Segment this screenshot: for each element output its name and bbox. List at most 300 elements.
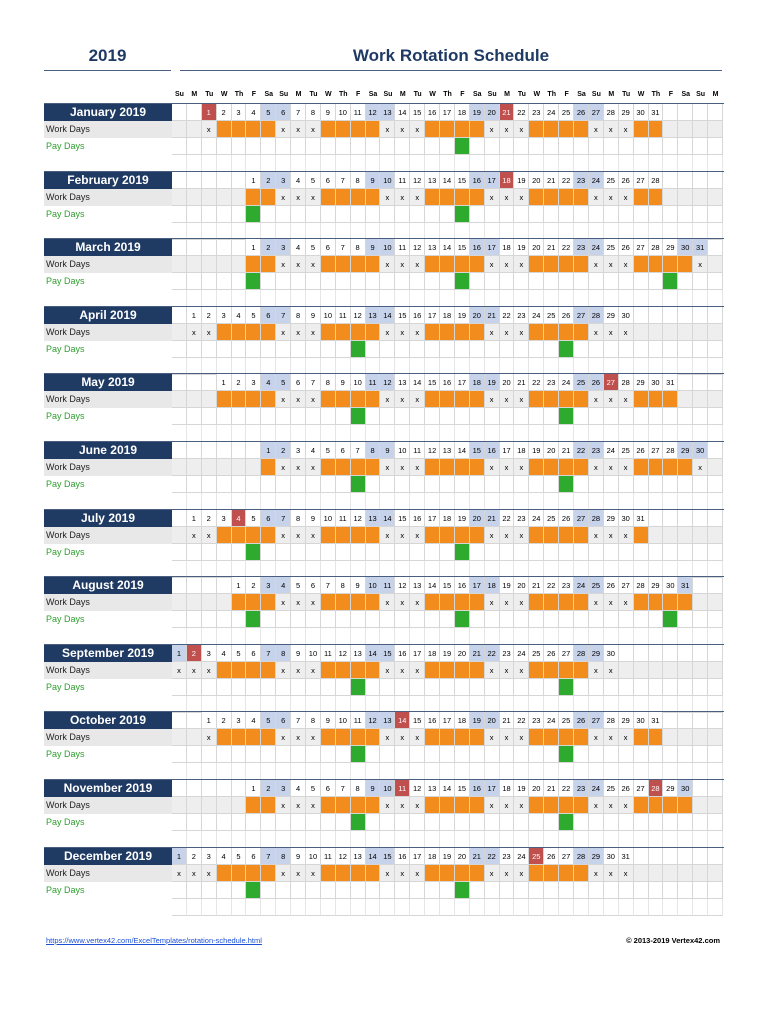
empty-cell[interactable] [708,341,723,358]
work-cell[interactable]: x [291,527,306,544]
work-cell[interactable]: x [514,256,529,273]
pay-cell[interactable] [559,611,574,628]
date-cell[interactable]: 16 [470,239,485,256]
work-cell[interactable]: x [514,189,529,206]
date-cell[interactable]: 25 [589,577,604,594]
date-cell[interactable]: 24 [514,645,529,662]
date-cell[interactable]: 21 [559,442,574,459]
empty-cell[interactable] [455,493,470,510]
pay-cell[interactable] [306,476,321,493]
date-cell[interactable]: 10 [351,374,366,391]
work-cell[interactable] [351,256,366,273]
date-cell[interactable] [187,577,202,594]
work-cell[interactable] [574,189,589,206]
empty-cell[interactable] [366,561,381,578]
empty-cell[interactable] [440,223,455,240]
work-cell[interactable] [321,797,336,814]
date-cell[interactable]: 13 [351,645,366,662]
empty-cell[interactable] [470,290,485,307]
date-cell[interactable]: 13 [366,307,381,324]
date-cell[interactable] [649,510,664,527]
pay-cell[interactable] [589,138,604,155]
work-cell[interactable] [529,459,544,476]
empty-cell[interactable] [455,899,470,916]
pay-cell[interactable] [470,206,485,223]
date-cell[interactable]: 23 [500,848,515,865]
work-cell[interactable] [529,189,544,206]
empty-cell[interactable] [202,290,217,307]
date-cell[interactable] [693,645,708,662]
work-cell[interactable]: x [500,594,515,611]
work-cell[interactable] [217,121,232,138]
pay-cell[interactable] [232,882,247,899]
work-cell[interactable] [634,391,649,408]
work-cell[interactable]: x [604,729,619,746]
date-cell[interactable]: 19 [514,780,529,797]
date-cell[interactable]: 31 [663,374,678,391]
empty-cell[interactable] [232,696,247,713]
date-cell[interactable]: 17 [440,104,455,121]
pay-cell[interactable] [634,814,649,831]
empty-cell[interactable] [187,358,202,375]
work-cell[interactable] [574,865,589,882]
empty-cell[interactable] [232,476,247,493]
work-cell[interactable] [455,121,470,138]
empty-cell[interactable] [202,696,217,713]
empty-cell[interactable] [678,189,693,206]
date-cell[interactable]: 11 [321,645,336,662]
empty-cell[interactable] [634,425,649,442]
empty-cell[interactable] [663,899,678,916]
empty-cell[interactable] [187,493,202,510]
work-cell[interactable] [336,797,351,814]
date-cell[interactable]: 7 [261,645,276,662]
date-cell[interactable]: 28 [649,172,664,189]
empty-cell[interactable] [246,290,261,307]
empty-cell[interactable] [663,223,678,240]
date-cell[interactable]: 19 [470,712,485,729]
empty-cell[interactable] [232,763,247,780]
empty-cell[interactable] [351,493,366,510]
work-cell[interactable] [559,459,574,476]
empty-cell[interactable] [440,425,455,442]
work-cell[interactable] [232,729,247,746]
empty-cell[interactable] [663,544,678,561]
date-cell[interactable] [202,172,217,189]
date-cell[interactable] [693,577,708,594]
pay-cell[interactable] [380,544,395,561]
work-cell[interactable] [470,391,485,408]
date-cell[interactable]: 1 [187,510,202,527]
date-cell[interactable]: 20 [529,239,544,256]
empty-cell[interactable] [604,763,619,780]
pay-cell[interactable] [559,341,574,358]
date-cell[interactable]: 15 [410,104,425,121]
work-cell[interactable] [470,729,485,746]
pay-cell[interactable] [529,273,544,290]
pay-cell[interactable] [410,746,425,763]
date-cell[interactable]: 21 [529,577,544,594]
empty-cell[interactable] [217,290,232,307]
work-cell[interactable] [366,324,381,341]
pay-cell[interactable] [485,882,500,899]
empty-cell[interactable] [470,831,485,848]
work-cell[interactable]: x [395,189,410,206]
pay-cell[interactable] [306,138,321,155]
empty-cell[interactable] [291,425,306,442]
empty-cell[interactable] [514,358,529,375]
date-cell[interactable]: 1 [246,172,261,189]
empty-cell[interactable] [321,155,336,172]
empty-cell[interactable] [708,797,723,814]
date-cell[interactable]: 20 [485,104,500,121]
date-cell[interactable]: 11 [321,848,336,865]
work-cell[interactable]: x [410,324,425,341]
pay-cell[interactable] [529,679,544,696]
date-cell[interactable]: 23 [514,307,529,324]
empty-cell[interactable] [246,493,261,510]
pay-cell[interactable] [425,273,440,290]
date-cell[interactable]: 6 [321,172,336,189]
work-cell[interactable]: x [306,391,321,408]
pay-cell[interactable] [455,746,470,763]
empty-cell[interactable] [678,696,693,713]
date-cell[interactable]: 12 [425,442,440,459]
work-cell[interactable]: x [500,189,515,206]
work-cell[interactable]: x [380,865,395,882]
pay-cell[interactable] [455,408,470,425]
pay-cell[interactable] [589,476,604,493]
empty-cell[interactable] [291,223,306,240]
pay-cell[interactable] [410,408,425,425]
work-cell[interactable]: x [514,459,529,476]
work-cell[interactable] [425,729,440,746]
work-cell[interactable] [246,797,261,814]
empty-cell[interactable] [693,341,708,358]
date-cell[interactable]: 29 [619,104,634,121]
date-cell[interactable]: 2 [261,239,276,256]
empty-cell[interactable] [678,882,693,899]
work-cell[interactable]: x [291,729,306,746]
pay-cell[interactable] [440,476,455,493]
date-cell[interactable]: 25 [559,712,574,729]
empty-cell[interactable] [321,899,336,916]
work-cell[interactable] [649,594,664,611]
work-cell[interactable]: x [619,729,634,746]
date-cell[interactable] [202,780,217,797]
date-cell[interactable] [678,104,693,121]
date-cell[interactable] [187,172,202,189]
date-cell[interactable]: 7 [291,104,306,121]
empty-cell[interactable] [485,763,500,780]
date-cell[interactable]: 25 [544,510,559,527]
empty-cell[interactable] [619,763,634,780]
empty-cell[interactable] [604,358,619,375]
date-cell[interactable] [693,307,708,324]
empty-cell[interactable] [276,899,291,916]
empty-cell[interactable] [529,155,544,172]
date-cell[interactable]: 3 [232,712,247,729]
empty-cell[interactable] [380,155,395,172]
empty-cell[interactable] [485,425,500,442]
empty-cell[interactable] [172,408,187,425]
date-cell[interactable]: 31 [693,239,708,256]
pay-cell[interactable] [619,408,634,425]
empty-cell[interactable] [708,882,723,899]
empty-cell[interactable] [544,290,559,307]
pay-cell[interactable] [261,611,276,628]
date-cell[interactable]: 13 [425,780,440,797]
pay-cell[interactable] [544,408,559,425]
empty-cell[interactable] [261,290,276,307]
empty-cell[interactable] [232,493,247,510]
empty-cell[interactable] [202,189,217,206]
date-cell[interactable]: 28 [604,712,619,729]
date-cell[interactable]: 21 [514,374,529,391]
date-cell[interactable]: 7 [276,510,291,527]
empty-cell[interactable] [663,679,678,696]
date-cell[interactable]: 9 [366,172,381,189]
pay-cell[interactable] [366,273,381,290]
empty-cell[interactable] [634,865,649,882]
work-cell[interactable] [425,459,440,476]
empty-cell[interactable] [693,206,708,223]
empty-cell[interactable] [649,899,664,916]
pay-cell[interactable] [544,273,559,290]
empty-cell[interactable] [261,561,276,578]
date-cell[interactable]: 16 [425,712,440,729]
date-cell[interactable]: 11 [395,239,410,256]
pay-cell[interactable] [559,206,574,223]
empty-cell[interactable] [172,155,187,172]
pay-cell[interactable] [351,679,366,696]
work-cell[interactable] [663,594,678,611]
pay-cell[interactable] [589,544,604,561]
date-cell[interactable]: 7 [276,307,291,324]
pay-cell[interactable] [485,408,500,425]
empty-cell[interactable] [514,223,529,240]
date-cell[interactable]: 12 [351,510,366,527]
work-cell[interactable] [321,391,336,408]
empty-cell[interactable] [187,256,202,273]
pay-cell[interactable] [574,746,589,763]
empty-cell[interactable] [485,696,500,713]
date-cell[interactable]: 6 [261,307,276,324]
work-cell[interactable]: x [291,662,306,679]
empty-cell[interactable] [172,459,187,476]
pay-cell[interactable] [514,341,529,358]
date-cell[interactable]: 23 [559,577,574,594]
pay-cell[interactable] [559,882,574,899]
pay-cell[interactable] [291,679,306,696]
empty-cell[interactable] [604,628,619,645]
pay-cell[interactable] [634,611,649,628]
empty-cell[interactable] [678,206,693,223]
empty-cell[interactable] [187,273,202,290]
work-cell[interactable] [246,121,261,138]
empty-cell[interactable] [351,425,366,442]
date-cell[interactable] [172,577,187,594]
work-cell[interactable]: x [485,797,500,814]
pay-cell[interactable] [366,611,381,628]
empty-cell[interactable] [544,899,559,916]
pay-cell[interactable] [276,206,291,223]
empty-cell[interactable] [559,155,574,172]
empty-cell[interactable] [202,493,217,510]
work-cell[interactable] [425,527,440,544]
empty-cell[interactable] [202,763,217,780]
pay-cell[interactable] [634,273,649,290]
pay-cell[interactable] [261,341,276,358]
empty-cell[interactable] [291,493,306,510]
work-cell[interactable]: x [202,729,217,746]
date-cell[interactable]: 27 [634,239,649,256]
work-cell[interactable]: x [291,391,306,408]
pay-cell[interactable] [261,544,276,561]
pay-cell[interactable] [217,679,232,696]
empty-cell[interactable] [693,391,708,408]
pay-cell[interactable] [514,408,529,425]
work-cell[interactable]: x [202,324,217,341]
source-link[interactable]: https://www.vertex42.com/ExcelTemplates/rotation-schedule.html [46,936,262,945]
empty-cell[interactable] [589,831,604,848]
pay-cell[interactable] [306,882,321,899]
pay-cell[interactable] [246,408,261,425]
pay-cell[interactable] [261,408,276,425]
work-cell[interactable] [544,865,559,882]
empty-cell[interactable] [261,155,276,172]
date-cell[interactable] [187,239,202,256]
empty-cell[interactable] [425,493,440,510]
pay-cell[interactable] [574,138,589,155]
date-cell[interactable] [708,712,723,729]
empty-cell[interactable] [693,290,708,307]
empty-cell[interactable] [634,324,649,341]
empty-cell[interactable] [604,493,619,510]
date-cell[interactable]: 14 [410,374,425,391]
pay-cell[interactable] [425,746,440,763]
empty-cell[interactable] [366,628,381,645]
empty-cell[interactable] [544,358,559,375]
date-cell[interactable]: 8 [276,645,291,662]
empty-cell[interactable] [217,763,232,780]
date-cell[interactable]: 4 [232,307,247,324]
empty-cell[interactable] [202,425,217,442]
work-cell[interactable] [529,729,544,746]
empty-cell[interactable] [172,121,187,138]
empty-cell[interactable] [395,628,410,645]
pay-cell[interactable] [574,476,589,493]
work-cell[interactable] [261,527,276,544]
empty-cell[interactable] [619,425,634,442]
empty-cell[interactable] [559,290,574,307]
date-cell[interactable] [663,645,678,662]
pay-cell[interactable] [261,206,276,223]
empty-cell[interactable] [395,696,410,713]
empty-cell[interactable] [678,628,693,645]
work-cell[interactable]: x [604,391,619,408]
work-cell[interactable]: x [306,324,321,341]
date-cell[interactable]: 11 [395,172,410,189]
work-cell[interactable] [634,729,649,746]
date-cell[interactable]: 4 [261,374,276,391]
date-cell[interactable]: 4 [246,104,261,121]
empty-cell[interactable] [291,358,306,375]
empty-cell[interactable] [708,358,723,375]
date-cell[interactable]: 18 [425,848,440,865]
date-cell[interactable]: 16 [470,780,485,797]
work-cell[interactable] [440,256,455,273]
empty-cell[interactable] [708,155,723,172]
empty-cell[interactable] [321,628,336,645]
date-cell[interactable]: 30 [634,712,649,729]
date-cell[interactable]: 23 [529,104,544,121]
empty-cell[interactable] [470,628,485,645]
pay-cell[interactable] [604,746,619,763]
work-cell[interactable] [544,256,559,273]
empty-cell[interactable] [172,273,187,290]
empty-cell[interactable] [440,561,455,578]
empty-cell[interactable] [663,206,678,223]
pay-cell[interactable] [604,544,619,561]
pay-cell[interactable] [619,882,634,899]
work-cell[interactable] [261,189,276,206]
work-cell[interactable] [425,797,440,814]
date-cell[interactable]: 7 [336,780,351,797]
empty-cell[interactable] [232,189,247,206]
empty-cell[interactable] [678,290,693,307]
pay-cell[interactable] [366,882,381,899]
work-cell[interactable]: x [514,391,529,408]
date-cell[interactable]: 11 [351,104,366,121]
date-cell[interactable]: 14 [366,848,381,865]
empty-cell[interactable] [187,459,202,476]
date-cell[interactable]: 22 [529,374,544,391]
empty-cell[interactable] [589,155,604,172]
empty-cell[interactable] [514,763,529,780]
empty-cell[interactable] [202,358,217,375]
work-cell[interactable]: x [485,594,500,611]
empty-cell[interactable] [276,831,291,848]
work-cell[interactable]: x [604,865,619,882]
date-cell[interactable] [708,780,723,797]
date-cell[interactable]: 14 [440,780,455,797]
date-cell[interactable]: 10 [380,172,395,189]
date-cell[interactable]: 16 [470,172,485,189]
work-cell[interactable] [261,797,276,814]
date-cell[interactable]: 24 [604,442,619,459]
empty-cell[interactable] [619,561,634,578]
date-cell[interactable]: 31 [678,577,693,594]
pay-cell[interactable] [470,273,485,290]
work-cell[interactable] [559,391,574,408]
date-cell[interactable]: 5 [291,577,306,594]
date-cell[interactable] [187,780,202,797]
date-cell[interactable]: 14 [440,239,455,256]
date-cell[interactable]: 2 [261,780,276,797]
empty-cell[interactable] [649,561,664,578]
work-cell[interactable]: x [276,256,291,273]
date-cell[interactable] [693,374,708,391]
date-cell[interactable]: 6 [261,510,276,527]
empty-cell[interactable] [306,899,321,916]
date-cell[interactable] [663,104,678,121]
date-cell[interactable]: 16 [425,104,440,121]
pay-cell[interactable] [604,138,619,155]
date-cell[interactable]: 5 [246,510,261,527]
pay-cell[interactable] [559,476,574,493]
empty-cell[interactable] [366,831,381,848]
